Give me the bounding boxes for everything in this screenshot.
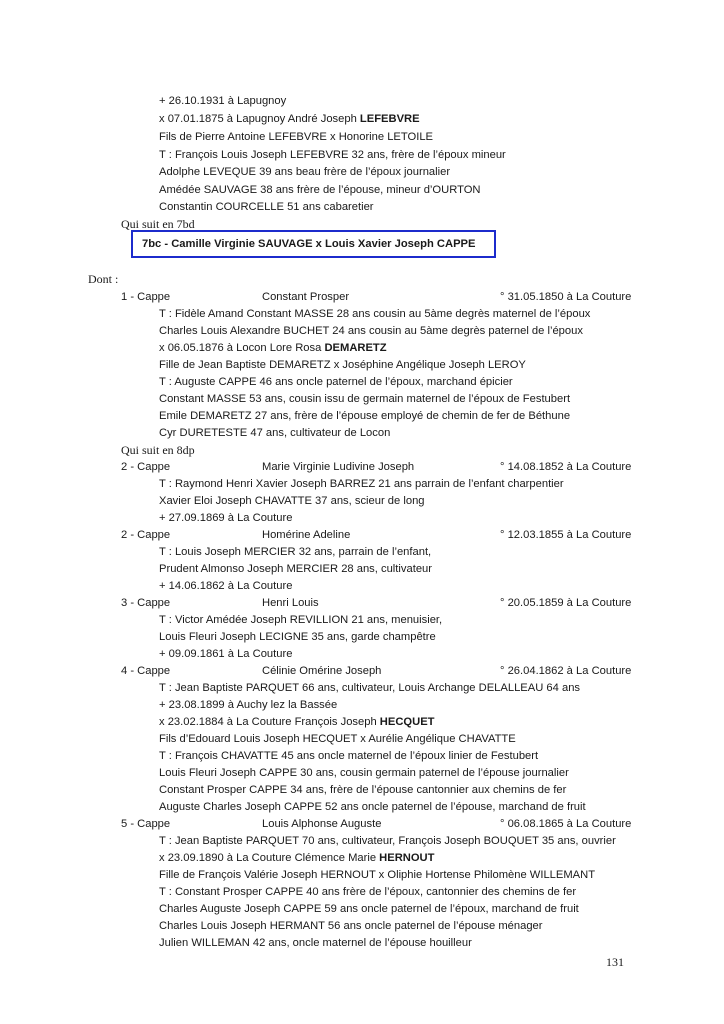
prelude-line: Adolphe LEVEQUE 39 ans beau frère de l’époux journalier — [159, 166, 451, 178]
entry-line: T : Auguste CAPPE 46 ans oncle paternel de l’époux, marchand épicier — [159, 376, 513, 388]
entry-line: + 09.09.1861 à La Couture — [159, 648, 293, 660]
dont-label: Dont : — [88, 272, 119, 286]
qui-suit-note: Qui suit en 7bd — [121, 217, 195, 231]
prelude-line: Constantin COURCELLE 51 ans cabaretier — [159, 201, 374, 213]
child-birth: ° 12.03.1855 à La Couture — [500, 529, 632, 541]
entry-line: + 23.08.1899 à Auchy lez la Bassée — [159, 699, 338, 711]
child-name: Constant Prosper — [262, 291, 350, 303]
entry-line: T : François CHAVATTE 45 ans oncle maternel de l’époux linier de Festubert — [159, 750, 539, 762]
entry-line: x 06.05.1876 à Locon Lore Rosa DEMARETZ — [159, 342, 387, 354]
child-number: 2 - Cappe — [121, 461, 171, 473]
child-number: 4 - Cappe — [121, 665, 171, 677]
entry-line: Constant MASSE 53 ans, cousin issu de germain maternel de l’époux de Festubert — [159, 393, 571, 405]
entry-line: Charles Louis Joseph HERMANT 56 ans oncle paternel de l’épouse ménager — [159, 920, 543, 932]
entry-line: + 27.09.1869 à La Couture — [159, 512, 293, 524]
family-title-box — [131, 230, 496, 258]
entry-line: Cyr DURETESTE 47 ans, cultivateur de Locon — [159, 427, 391, 439]
child-name: Marie Virginie Ludivine Joseph — [262, 461, 415, 473]
entry-line: Louis Fleuri Joseph LECIGNE 35 ans, garde champêtre — [159, 631, 436, 643]
entry-line: T : Fidèle Amand Constant MASSE 28 ans cousin au 5àme degrès maternel de l’époux — [159, 308, 591, 320]
entry-line: Emile DEMARETZ 27 ans, frère de l’épouse employé de chemin de fer de Béthune — [159, 410, 571, 422]
child-number: 1 - Cappe — [121, 291, 171, 303]
entry-line: Charles Louis Alexandre BUCHET 24 ans cousin au 5àme degrès paternel de l’époux — [159, 325, 583, 337]
child-number: 2 - Cappe — [121, 529, 171, 541]
child-birth: ° 06.08.1865 à La Couture — [500, 818, 632, 830]
child-number: 5 - Cappe — [121, 818, 171, 830]
prelude-line: x 07.01.1875 à Lapugnoy André Joseph LEFEBVRE — [159, 113, 420, 125]
entry-line: Julien WILLEMAN 42 ans, oncle maternel de l’épouse houilleur — [159, 937, 472, 949]
entry-line: x 23.09.1890 à La Couture Clémence Marie HERNOUT — [159, 852, 435, 864]
child-name: Célinie Omérine Joseph — [262, 665, 382, 677]
entry-line: Fille de François Valérie Joseph HERNOUT x Oliphie Hortense Philomène WILLEMANT — [159, 869, 596, 881]
prelude-line: T : François Louis Joseph LEFEBVRE 32 ans, frère de l’époux mineur — [159, 149, 506, 161]
family-title: 7bc - Camille Virginie SAUVAGE x Louis Xavier Joseph CAPPE — [142, 238, 476, 250]
entry-line: T : Jean Baptiste PARQUET 66 ans, cultivateur, Louis Archange DELALLEAU 64 ans — [159, 682, 581, 694]
entry-line: Auguste Charles Joseph CAPPE 52 ans oncle paternel de l’épouse, marchand de fruit — [159, 801, 586, 813]
page-number: 131 — [606, 955, 624, 969]
prelude-line: Fils de Pierre Antoine LEFEBVRE x Honorine LETOILE — [159, 131, 434, 143]
child-name: Homérine Adeline — [262, 529, 351, 541]
entry-line: Constant Prosper CAPPE 34 ans, frère de l’épouse cantonnier aux chemins de fer — [159, 784, 567, 796]
entry-line: Prudent Almonso Joseph MERCIER 28 ans, cultivateur — [159, 563, 432, 575]
entry-line: T : Raymond Henri Xavier Joseph BARREZ 21 ans parrain de l’enfant charpentier — [159, 478, 564, 490]
entry-line: Louis Fleuri Joseph CAPPE 30 ans, cousin germain paternel de l’épouse journalier — [159, 767, 569, 779]
entry-line: Charles Auguste Joseph CAPPE 59 ans oncle paternel de l’époux, marchand de fruit — [159, 903, 579, 915]
entry-line: T : Victor Amédée Joseph REVILLION 21 ans, menuisier, — [159, 614, 443, 626]
entry-line: T : Louis Joseph MERCIER 32 ans, parrain de l’enfant, — [159, 546, 432, 558]
entry-line: T : Jean Baptiste PARQUET 70 ans, cultivateur, François Joseph BOUQUET 35 ans, ouvrier — [159, 835, 616, 847]
qui-suit-note: Qui suit en 8dp — [121, 443, 195, 457]
entry-line: + 14.06.1862 à La Couture — [159, 580, 293, 592]
child-name: Louis Alphonse Auguste — [262, 818, 382, 830]
child-birth: ° 14.08.1852 à La Couture — [500, 461, 632, 473]
entry-line: x 23.02.1884 à La Couture François Joseph HECQUET — [159, 716, 435, 728]
prelude-line: + 26.10.1931 à Lapugnoy — [159, 95, 287, 107]
prelude-line: Amédée SAUVAGE 38 ans frère de l’épouse, mineur d’OURTON — [159, 184, 481, 196]
entry-line: Fils d’Edouard Louis Joseph HECQUET x Aurélie Angélique CHAVATTE — [159, 733, 516, 745]
entry-line: Xavier Eloi Joseph CHAVATTE 37 ans, scieur de long — [159, 495, 425, 507]
child-name: Henri Louis — [262, 597, 319, 609]
child-birth: ° 20.05.1859 à La Couture — [500, 597, 632, 609]
child-number: 3 - Cappe — [121, 597, 171, 609]
entry-line: Fille de Jean Baptiste DEMARETZ x Joséphine Angélique Joseph LEROY — [159, 359, 526, 371]
child-birth: ° 31.05.1850 à La Couture — [500, 291, 632, 303]
entry-line: T : Constant Prosper CAPPE 40 ans frère de l’époux, cantonnier des chemins de fer — [159, 886, 577, 898]
child-birth: ° 26.04.1862 à La Couture — [500, 665, 632, 677]
